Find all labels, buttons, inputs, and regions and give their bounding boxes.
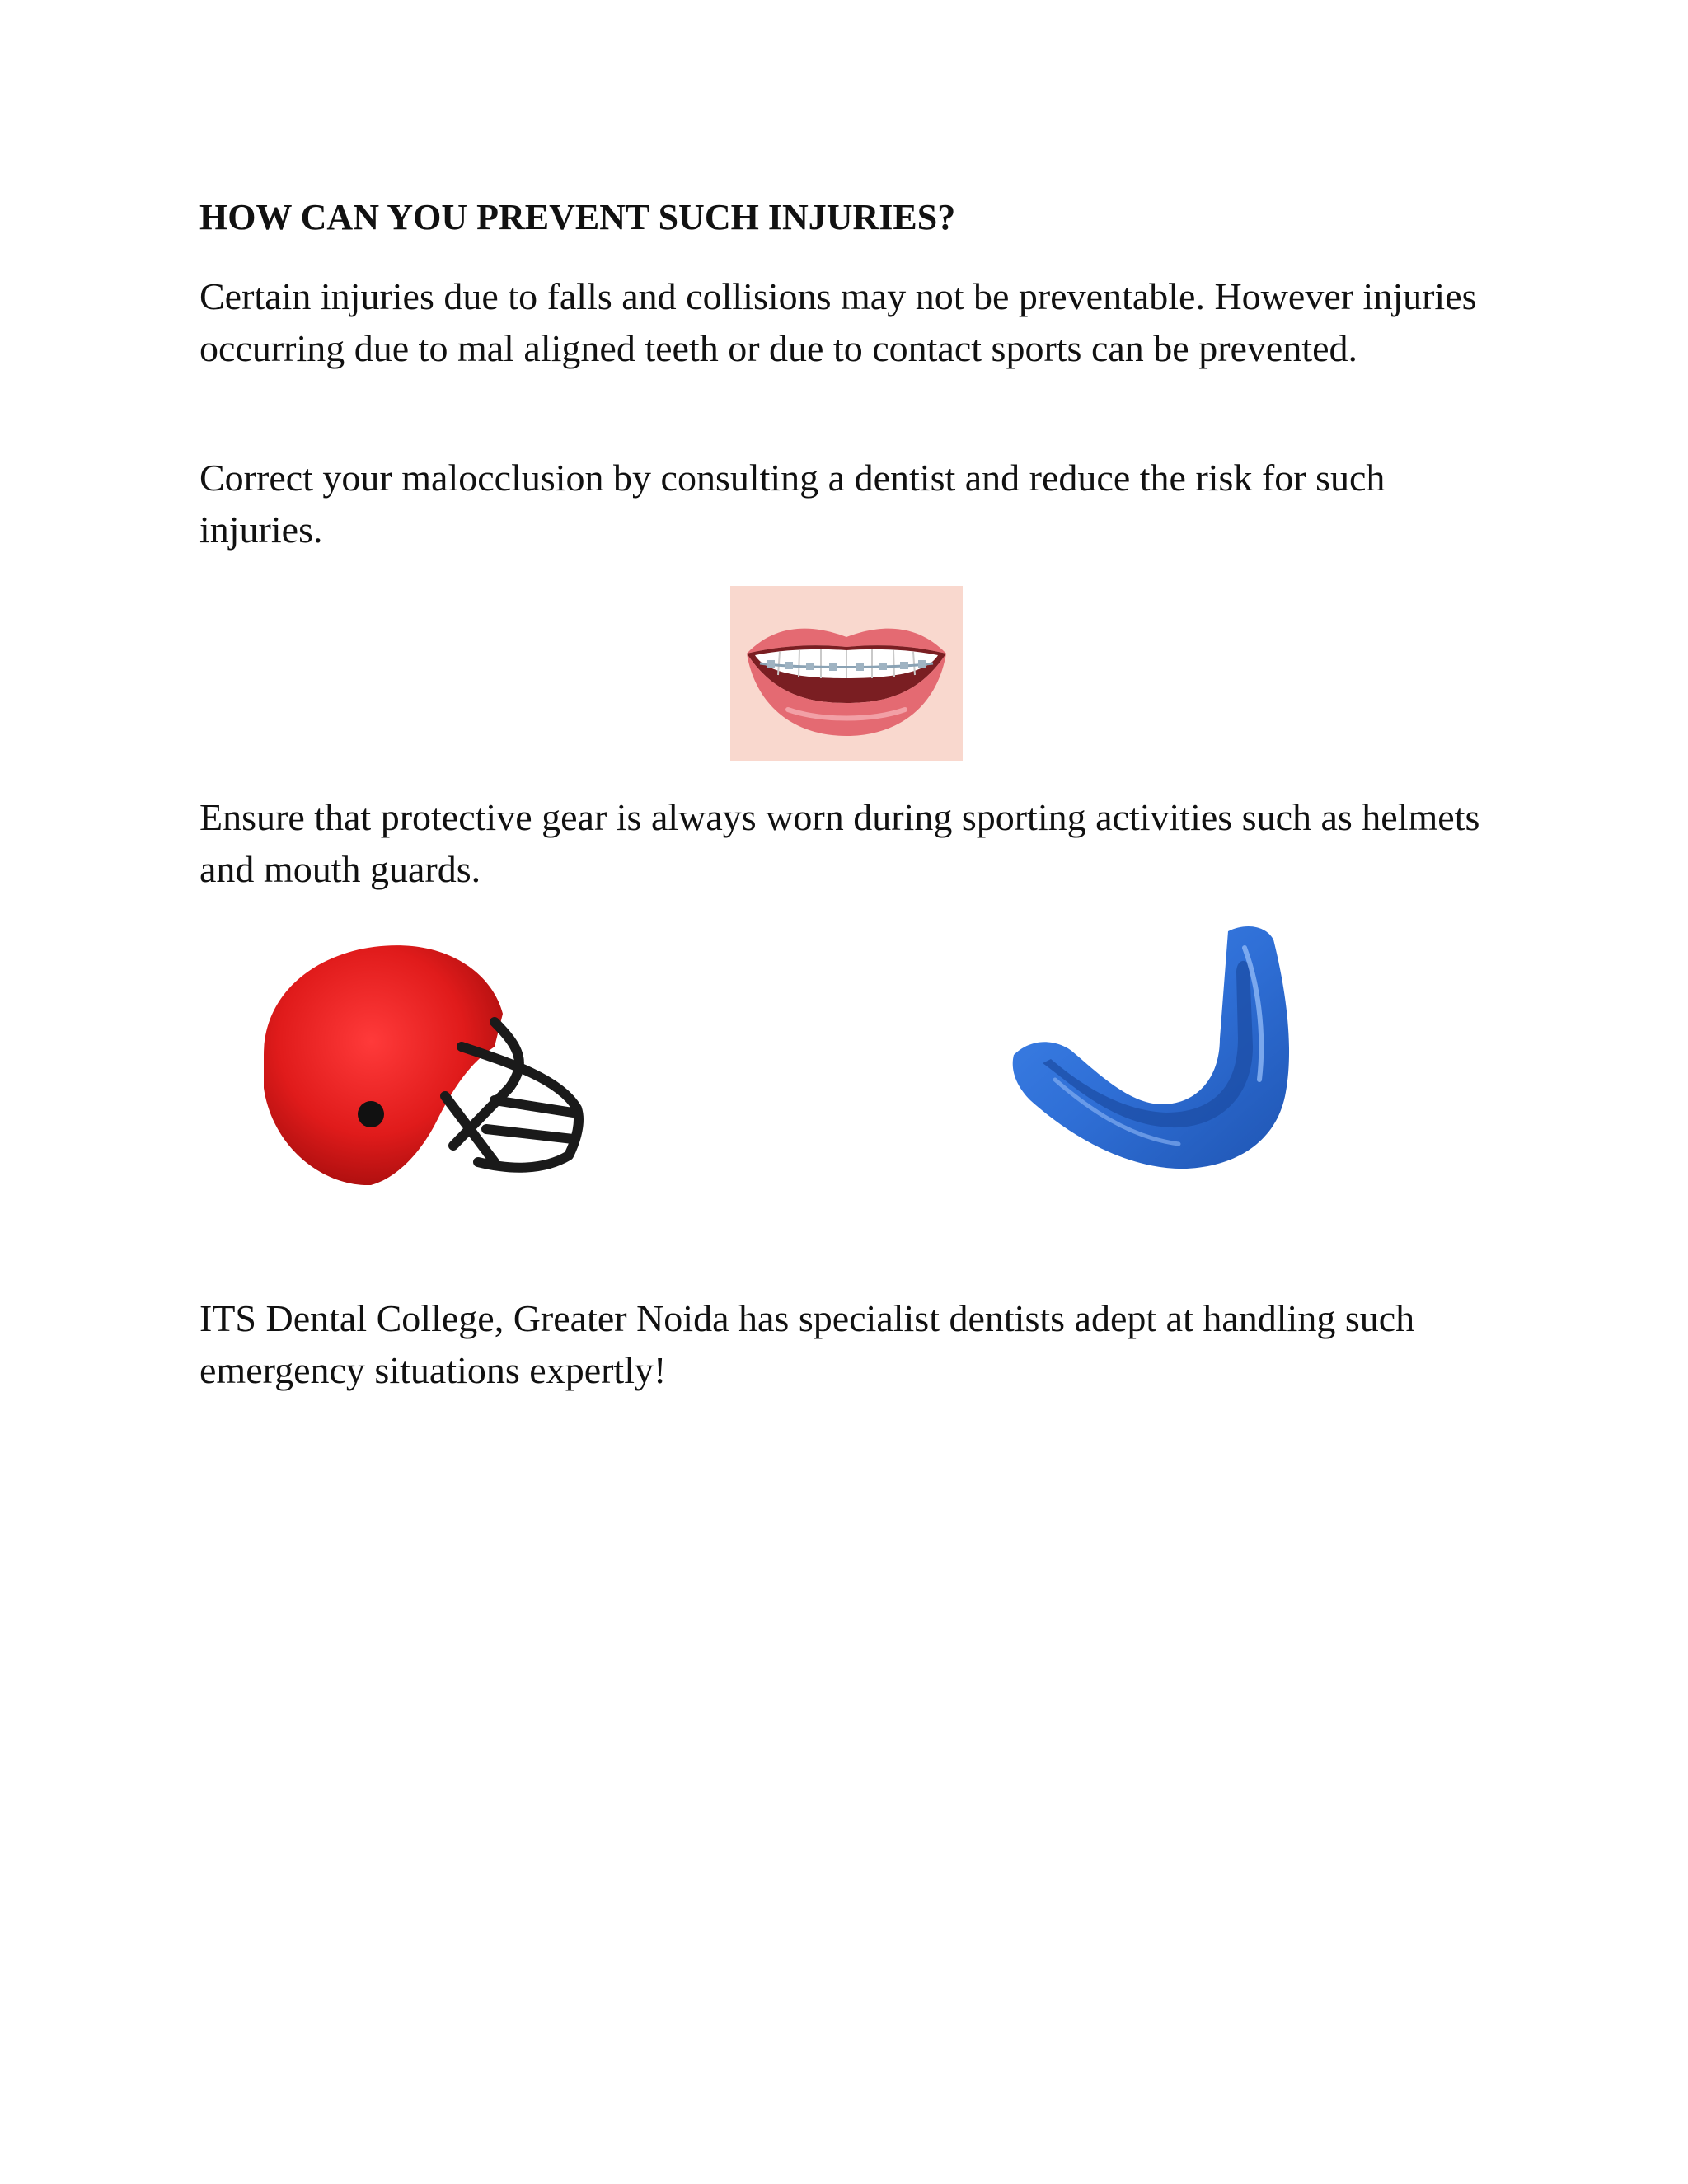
paragraph-correct-malocclusion: Correct your malocclusion by consulting a dentist and reduce the risk for such injuries. — [199, 457, 1386, 551]
blue-mouth-guard-image — [997, 915, 1311, 1187]
paragraph-its-dental-college: ITS Dental College, Greater Noida has specialist dentists adept at handling such emergency situations expertly! — [199, 1297, 1415, 1391]
paragraph-protective-gear: Ensure that protective gear is always worn during sporting activities such as helmets and mouth guards. — [199, 796, 1480, 890]
smile-with-braces-image — [730, 586, 963, 761]
paragraph-injuries-preventable: Certain injuries due to falls and collisions may not be preventable. However injuries occurring due to mal aligned teeth or due to contact sports can be prevented. — [199, 275, 1477, 369]
red-football-helmet-image — [247, 923, 593, 1203]
page-heading: HOW CAN YOU PREVENT SUCH INJURIES? — [199, 197, 956, 237]
